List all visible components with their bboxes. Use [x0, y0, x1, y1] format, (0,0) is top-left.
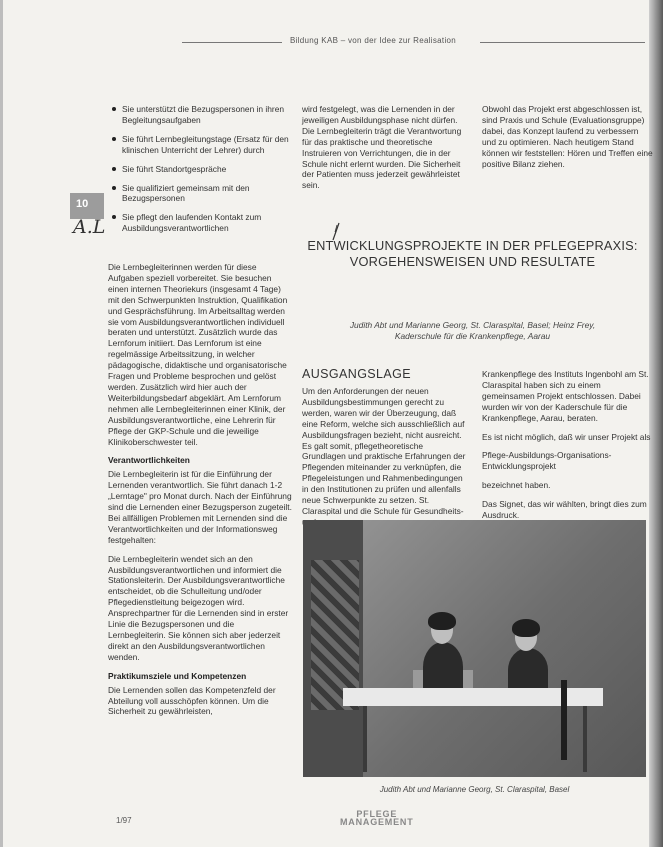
page-tab-number: 10 [76, 198, 89, 210]
photo-hair-right [512, 619, 540, 637]
paragraph: Um den Anforderungen der neuen Ausbildungsbestimmungen gerecht zu werden, waren wir der Überzeugung, daß eine Reform, welche sich ausschließlich auf Ausbildungsfragen bezieht, nicht ausreicht. Es galt somit, pflegetheoretische Grundlagen und praktische Erfahrungen der Pflegenden miteinander zu verknüpfen, die Pflegeleistungen und Rahmenbedingungen in den Institutionen zu prüfen und allenfalls neue Schwerpunkte zu setzen. St. Claraspital und die Schule für Gesundheits- [302, 386, 466, 516]
column-1 [108, 262, 294, 725]
article-photo [303, 520, 646, 777]
running-head-rule-right [480, 42, 645, 43]
photo-table-leg [363, 706, 367, 772]
article-title: ENTWICKLUNGSPROJEKTE IN DER PFLEGEPRAXIS: VORGEHENSWEISEN UND RESULTATE [307, 238, 638, 269]
paragraph: Die Lernbegleiterin wendet sich an den Ausbildungsverantwortlichen und informiert die Stationsleiterin. Der Ausbildungsverantwortliche entscheidet, ob die Schulleitung und/oder Pflegedienstleitung beigezogen wird. Ansprechpartner für die Lernenden sind in erster Linie die Bezugspersonen und die Lernbegleiterin. Sie können sich aber jederzeit direkt an den Ausbildungsverantwortlichen wenden. [108, 553, 289, 662]
running-head [0, 36, 663, 48]
list-item: Sie unterstützt die Bezugspersonen in ihren Begleitungsaufgaben [122, 104, 292, 126]
handwritten-mark: A.L [73, 216, 106, 238]
column-2-body [302, 386, 467, 536]
column-3-top [482, 104, 654, 177]
paragraph: bezeichnet haben. [482, 480, 551, 491]
running-head-rule-left [182, 42, 282, 43]
paragraph: Obwohl das Projekt erst abgeschlossen ist, sind Praxis und Schule (Evaluationsgruppe) dabei, das Konzept laufend zu verbessern und zu optimieren. Nach heutigem Stand können wir feststellen: Hören und Treffen eine positive Bilanz ziehen. [482, 104, 653, 169]
paragraph: Pflege-Ausbildungs-Organisations-Entwicklungsprojekt [482, 450, 612, 472]
list-item: Sie pflegt den laufenden Kontakt zum Ausbildungsverantwortlichen [122, 212, 292, 234]
paragraph: Krankenpflege des Instituts Ingenbohl am St. Claraspital haben sich zu einem gemeinsamen Projekt entschlossen. Dabei wurden wir von der Kaderschule für die Krankenpflege, Aarau, beraten. [482, 369, 649, 423]
article-title-block [300, 238, 645, 269]
byline: Judith Abt und Marianne Georg, St. Claraspital, Basel; Heinz Frey, Kaderschule für die Krankenpflege, Aarau [349, 320, 596, 341]
subheading: Praktikumsziele und Kompetenzen [108, 670, 247, 681]
magazine-logo-line: MANAGEMENT [340, 817, 414, 827]
magazine-logo [340, 810, 414, 826]
list-item: Sie führt Lernbegleitungstage (Ersatz für den klinischen Unterricht der Lehrer) durch [122, 134, 292, 156]
subheading: Verantwortlichkeiten [108, 455, 190, 466]
column-2-top [302, 104, 467, 199]
section-heading: AUSGANGSLAGE [302, 367, 411, 381]
paragraph: Das Signet, das wir wählten, bringt dies zum Ausdruck. [482, 499, 647, 521]
photo-table-leg [583, 706, 587, 772]
running-head-text: Bildung KAB – von der Idee zur Realisation [290, 36, 457, 45]
photo-chair-front [561, 680, 567, 760]
page-edge-left [0, 0, 3, 847]
photo-hair-left [428, 612, 456, 630]
paragraph: wird festgelegt, was die Lernenden in der jeweiligen Ausbildungsphase nicht dürfen. Die Lernbegleiterin trägt die Verantwortung für das praktische und theoretische Instruieren von Verrichtungen, die in der Schule nicht erlernt wurden. Die Sicherheit der Patienten muss jederzeit gewährleistet sein. [302, 104, 462, 191]
paragraph: Die Lernenden sollen das Kompetenzfeld der Abteilung voll ausschöpfen können. Um die Sicherheit zu gewährleisten, [108, 684, 276, 717]
paragraph: Die Lernbegleiterinnen werden für diese Aufgaben speziell vorbereitet. Sie besuchen einen internen Theoriekurs (insgesamt 4 Tage) mit den Schwerpunkten Instruktion, Qualifikation und Gesprächsführung. Im Arbeitsalltag werden sie vom Ausbildungsverantwortlichen individuell beraten und unterstützt. Zusätzlich wurde das Lernforum initiiert. Das Lernforum ist eine regelmässige Arbeitssitzung, in welcher pädagogische, didaktische und organisatorische Fragen und Probleme besprochen und gelöst werden. Zusätzlich wird hier auch der Weiterbildungsbedarf abgeklärt. Am Lernforum nehmen alle Lernbegleiterinnen einer Klinik, der Ausbildungsverantwortliche, eine Lehrerin für Pflege der GKP-Schule und die jeweilige Klinikoberschwester teil. [108, 262, 288, 447]
column-3-body [482, 369, 654, 529]
page-number: 1/97 [116, 816, 132, 825]
paragraph: Es ist nicht möglich, daß wir unser Projekt als [482, 431, 651, 442]
photo-person-left [423, 642, 463, 692]
paragraph: Die Lernbegleiterin ist für die Einführung der Lernenden verantwortlich. Sie führt danach 1-2 „Lerntage" pro Monat durch. Nach der Einführung sind die Lernenden einer Bezugsperson zugeteilt. Bei allfälligen Problemen mit Lernenden sind die Verantwortlichkeiten und der Informationsweg festgehalten: [108, 469, 292, 545]
photo-caption: Judith Abt und Marianne Georg, St. Claraspital, Basel [379, 785, 570, 794]
photo-person-right [508, 648, 548, 692]
magazine-logo-line: PFLEGE [356, 809, 398, 819]
list-item: Sie qualifiziert gemeinsam mit den Bezugspersonen [122, 183, 292, 205]
list-item: Sie führt Standortgespräche [122, 164, 292, 175]
bullet-list [122, 104, 292, 242]
